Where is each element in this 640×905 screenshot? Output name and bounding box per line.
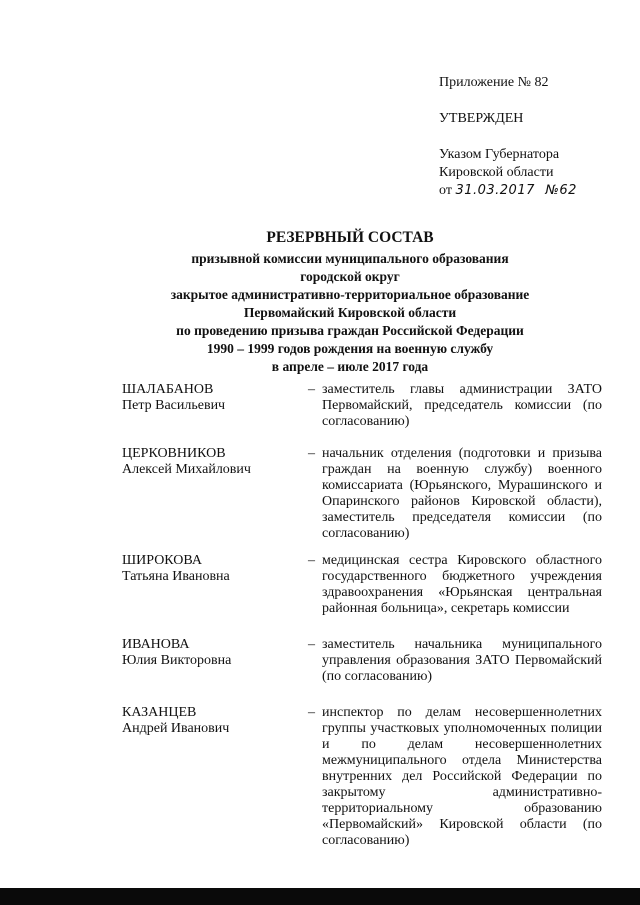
member-role: начальник отделения (подготовки и призыва граждан на военную службу) военного комиссариата (Юрьянского, Мурашинского и Опаринского районов Кировской области), заместитель председателя комиссии (по согласованию) <box>322 446 602 541</box>
title-line: в апреле – июле 2017 года <box>271 359 429 374</box>
member-given-name: Петр Васильевич <box>122 398 226 413</box>
member-given-name: Алексей Михайлович <box>122 462 251 477</box>
member-name <box>122 553 302 585</box>
member-surname: ШИРОКОВА <box>122 553 202 568</box>
member-dash: – <box>308 382 315 397</box>
member-name <box>122 382 302 414</box>
member-name <box>122 705 302 737</box>
member-surname: КАЗАНЦЕВ <box>122 705 197 720</box>
member-role: медицинская сестра Кировского областного государственного бюджетного учреждения здравоохранения «Юрьянская центральная районная больница», секретарь комиссии <box>322 553 602 616</box>
member-surname: ИВАНОВА <box>122 637 190 652</box>
title-line: закрытое административно-территориальное образование <box>170 287 530 302</box>
member-name <box>122 446 302 478</box>
date-prefix: от <box>439 183 452 198</box>
approval-stamp <box>439 74 629 200</box>
title-line: городской округ <box>300 269 400 284</box>
title-line: 1990 – 1999 годов рождения на военную службу <box>206 341 494 356</box>
member-name <box>122 637 302 669</box>
title-line: по проведению призыва граждан Российской Федерации <box>176 323 524 338</box>
member-surname: ШАЛАБАНОВ <box>122 382 214 397</box>
member-dash: – <box>308 446 315 461</box>
decree-line-2: Кировской области <box>439 165 554 180</box>
decree-line-1: Указом Губернатора <box>439 147 560 162</box>
decree-date-line <box>439 182 629 200</box>
member-dash: – <box>308 705 315 720</box>
title-main: РЕЗЕРВНЫЙ СОСТАВ <box>266 229 434 246</box>
member-role: заместитель начальника муниципального управления образования ЗАТО Первомайский (по согласованию) <box>322 637 602 684</box>
member-role: заместитель главы администрации ЗАТО Первомайский, председатель комиссии (по согласованию) <box>322 382 602 429</box>
approved-label: УТВЕРЖДЕН <box>439 111 524 126</box>
scan-edge-bar <box>0 888 640 905</box>
member-dash: – <box>308 553 315 568</box>
member-surname: ЦЕРКОВНИКОВ <box>122 446 226 461</box>
title-line: призывной комиссии муниципального образования <box>191 251 509 266</box>
handwritten-date: 31.03.2017 <box>455 183 535 198</box>
document-title <box>90 228 610 376</box>
member-dash: – <box>308 637 315 652</box>
member-given-name: Юлия Викторовна <box>122 653 232 668</box>
title-line: Первомайский Кировской области <box>243 305 457 320</box>
appendix-label: Приложение № 82 <box>439 75 549 90</box>
member-given-name: Андрей Иванович <box>122 721 230 736</box>
member-given-name: Татьяна Ивановна <box>122 569 230 584</box>
handwritten-number: №62 <box>545 183 577 198</box>
member-role: инспектор по делам несовершеннолетних группы участковых уполномоченных полиции и по делам несовершеннолетних межмуниципального отдела Министерства внутренних дел Российской Федерации по закрытому административно-территориальному образованию «Первомайский» Кировской области (по согласованию) <box>322 705 602 848</box>
